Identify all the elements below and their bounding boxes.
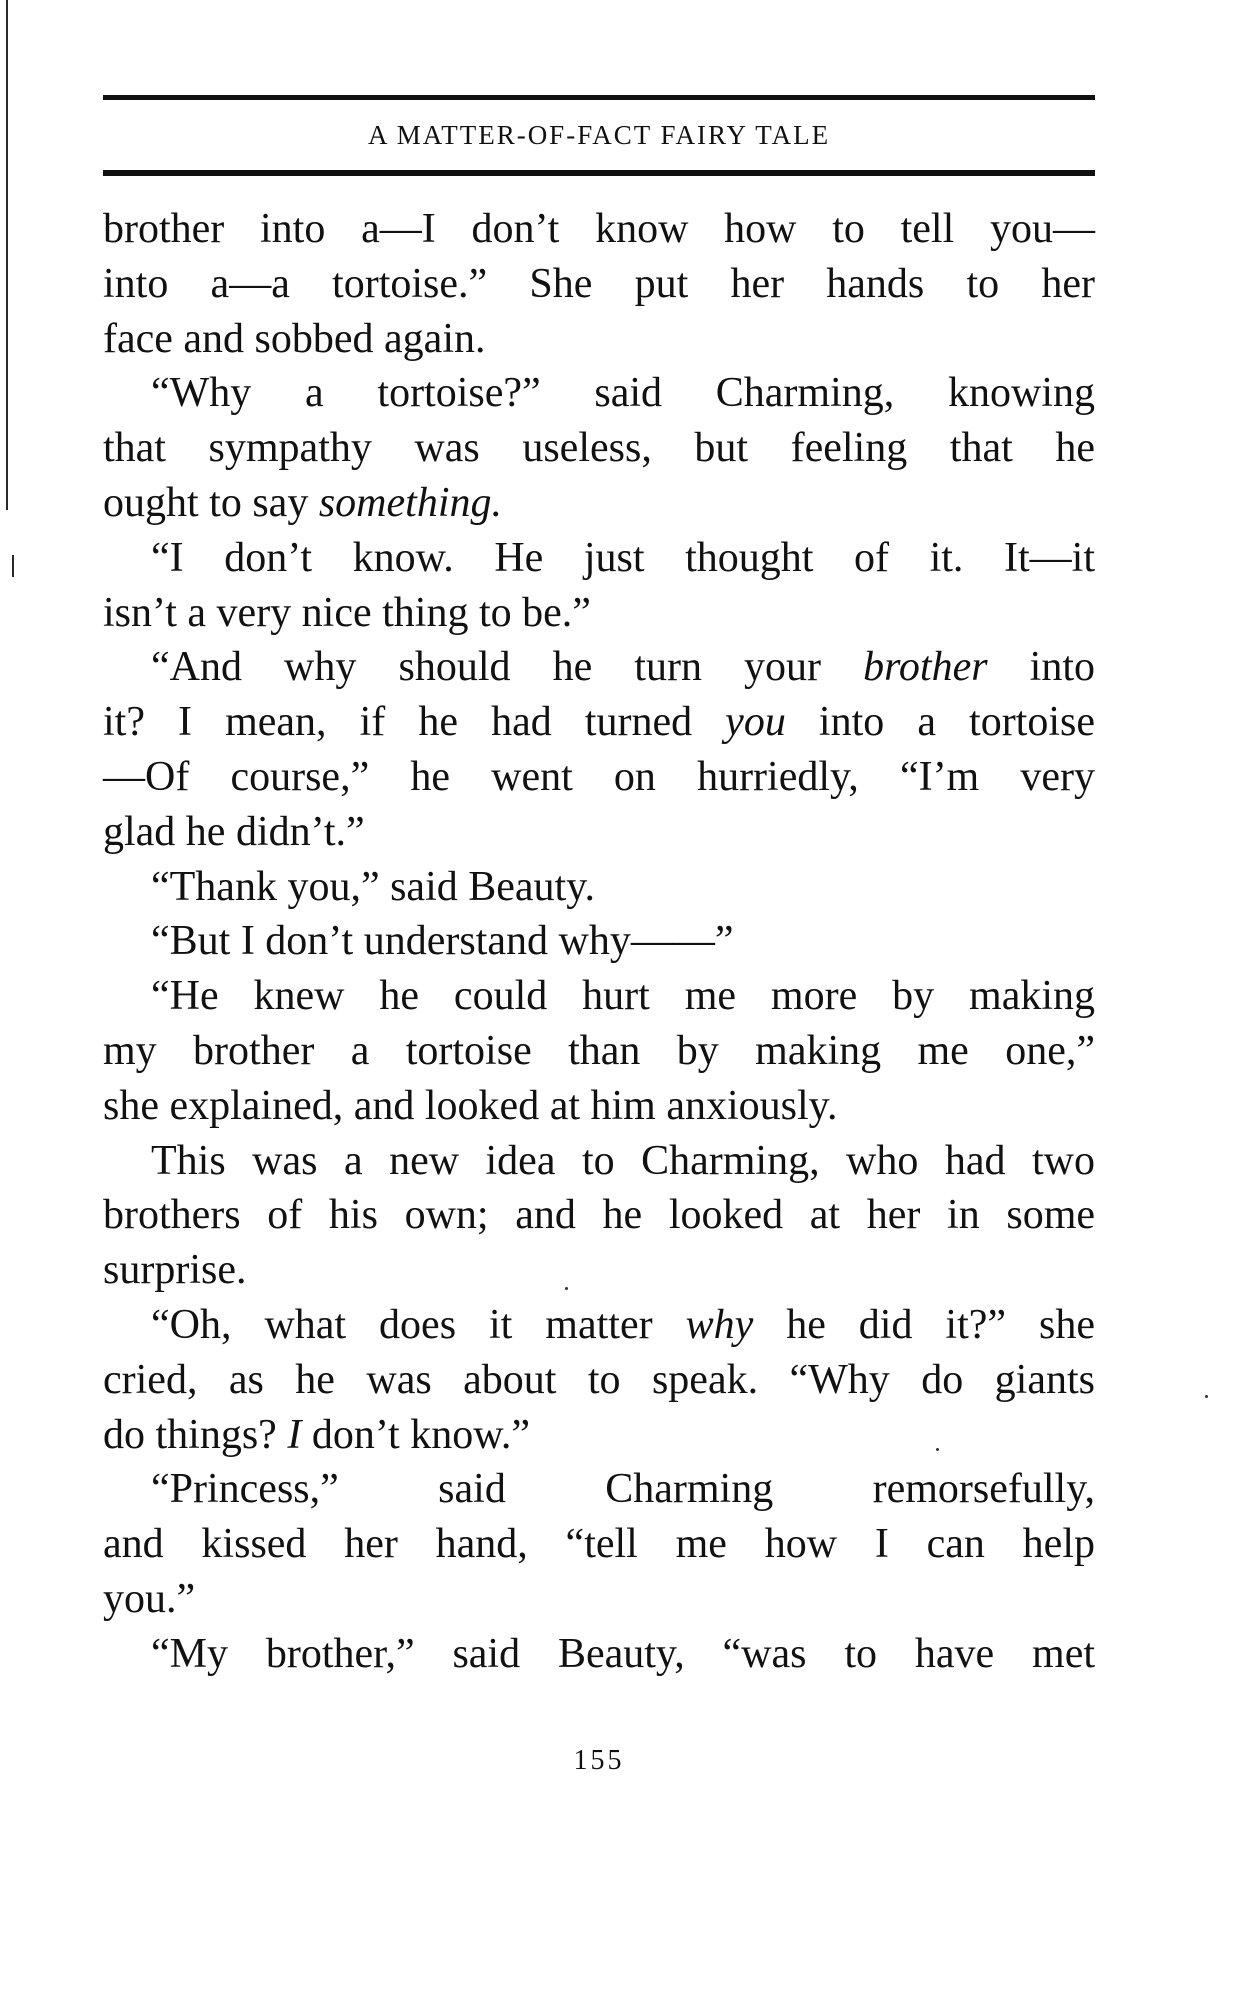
text-line: “He knew he could hurt me more by making (151, 973, 1095, 1020)
text-line: isn’t a very nice thing to be.” (103, 589, 591, 636)
text-run: into (1029, 644, 1096, 691)
scan-gutter-line (6, 0, 8, 510)
page-number: 155 (573, 1745, 625, 1776)
text-line (103, 640, 1095, 695)
text-line (103, 476, 1095, 531)
text-line: cried, as he was about to speak. “Why do giants (103, 1356, 1095, 1403)
text-run: it? I mean, if he had turned (103, 699, 693, 746)
body-text (103, 202, 1095, 1682)
text-line (103, 1408, 1095, 1463)
text-line: she explained, and looked at him anxiously. (103, 1082, 838, 1129)
text-run: don’t know.” (311, 1411, 530, 1458)
text-run: into a tortoise (818, 699, 1096, 746)
italic-word: you (725, 699, 786, 746)
text-line: “Why a tortoise?” said Charming, knowing (151, 370, 1095, 417)
header-rule-top (103, 95, 1095, 100)
text-line: “My brother,” said Beauty, “was to have met (151, 1630, 1095, 1677)
text-line: “Thank you,” said Beauty. (151, 863, 595, 910)
text-run: “Oh, what does it matter (151, 1301, 653, 1348)
text-line: brothers of his own; and he looked at her in some (103, 1192, 1095, 1239)
text-line: brother into a—I don’t know how to tell you— (103, 206, 1095, 252)
text-line: and kissed her hand, “tell me how I can help (103, 1521, 1095, 1568)
text-line: surprise. (103, 1247, 247, 1294)
text-line: “I don’t know. He just thought of it. It—it (151, 534, 1095, 581)
text-run: “And why should he turn your (151, 644, 822, 691)
text-line: that sympathy was useless, but feeling that he (103, 425, 1095, 472)
text-line: “But I don’t understand why——” (151, 918, 734, 965)
text-line (103, 695, 1095, 750)
text-line: you.” (103, 1575, 196, 1622)
scan-speck (1205, 1395, 1208, 1398)
running-head: A MATTER-OF-FACT FAIRY TALE (367, 120, 831, 150)
text-run: ought to say (103, 479, 309, 526)
text-line: my brother a tortoise than by making me one,” (103, 1027, 1095, 1074)
text-run: do things? (103, 1411, 277, 1458)
italic-word: something. (318, 479, 502, 526)
text-line: face and sobbed again. (103, 315, 486, 362)
text-line: “Princess,” said Charming remorsefully, (151, 1466, 1095, 1513)
text-line: This was a new idea to Charming, who had two (151, 1137, 1095, 1184)
text-run: he did it?” she (786, 1301, 1096, 1348)
header-rule-bottom (103, 170, 1095, 176)
text-line: glad he didn’t.” (103, 808, 365, 855)
text-line (103, 1298, 1095, 1353)
italic-word: why (685, 1301, 754, 1348)
text-line: into a—a tortoise.” She put her hands to her (103, 260, 1095, 307)
italic-word: I (287, 1411, 302, 1458)
text-line: —Of course,” he went on hurriedly, “I’m very (103, 753, 1095, 800)
italic-word: brother (863, 644, 988, 691)
scan-gutter-mark (12, 555, 14, 577)
